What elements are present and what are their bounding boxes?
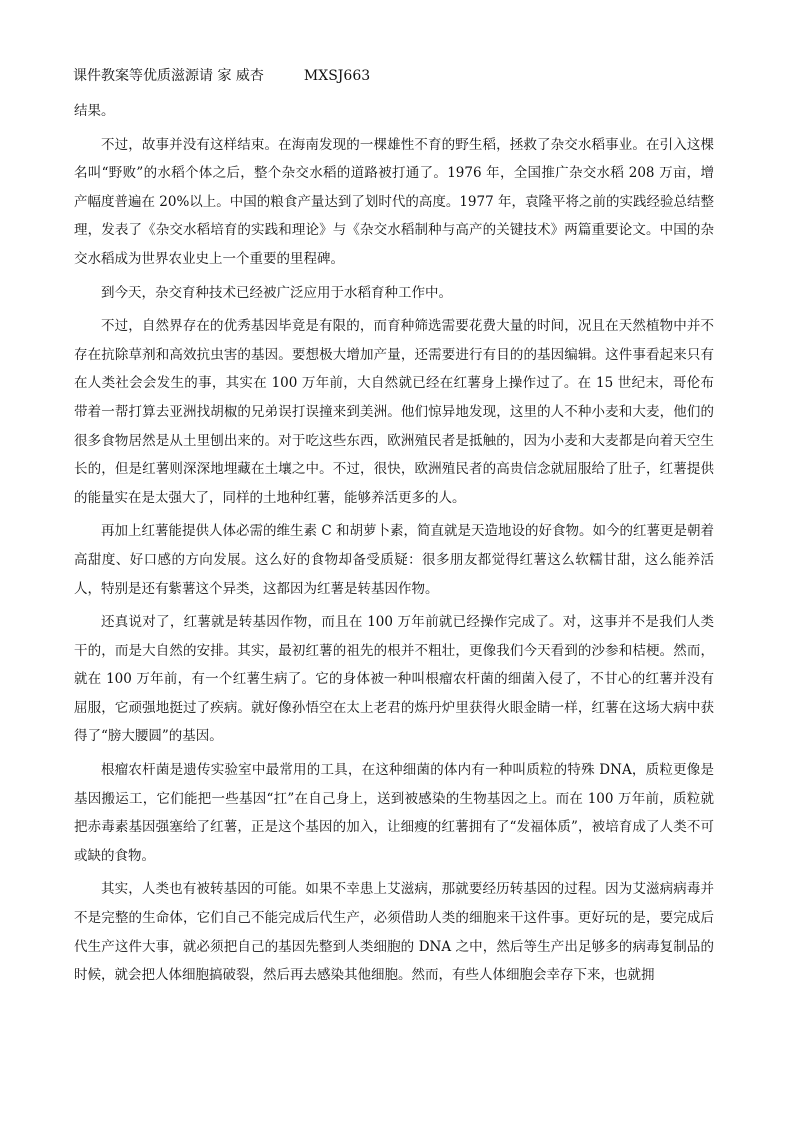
paragraph: 其实，人类也有被转基因的可能。如果不幸患上艾滋病，那就要经历转基因的过程。因为艾滋病病毒并不是完整的生命体，它们自己不能完成后代生产，必须借助人类的细胞来干这件事。更好玩的是，要完成后代生产这件大事，就必须把自己的基因先整到人类细胞的 DNA 之中，然后等生产出足够多的病毒复制品的时候，就会把人体细胞搞破裂，然后再去感染其他细胞。然而，有些人体细胞会幸存下来，也就拥: [74, 881, 714, 984]
header-title: 课件教案等优质滋源请 家 威杏: [73, 68, 264, 84]
paragraph: 到今天，杂交育种技术已经被广泛应用于水稻育种工作中。: [101, 284, 452, 301]
paragraph: 根瘤农杆菌是遗传实验室中最常用的工具，在这种细菌的体内有一种叫质粒的特殊 DNA，质粒更像是基因搬运工，它们能把一些基因“扛”在自己身上，送到被感染的生物基因之上。而在 100 万年前，质粒就把赤毒素基因强塞给了红薯，正是这个基因的加入，让细瘦的红薯拥有了“发福体质”，被培育成了人类不可或缺的食物。: [74, 762, 714, 864]
page-header: [73, 66, 370, 86]
paragraph: 不过，故事并没有这样结束。在海南发现的一棵雄性不育的野生稻，拯救了杂交水稻事业。在引入这棵名叫“野败”的水稻个体之后，整个杂交水稻的道路被打通了。1976 年，全国推广杂交水稻 208 万亩，增产幅度普遍在 20%以上。中国的粮食产量达到了划时代的高度。1977 年，袁隆平将之前的实践经验总结整理，发表了《杂交水稻培育的实践和理论》与《杂交水稻制种与高产的关键技术》两篇重要论文。中国的杂交水稻成为世界农业史上一个重要的里程碑。: [74, 136, 714, 267]
header-code: MXSJ663: [303, 68, 371, 84]
paragraph: 不过，自然界存在的优秀基因毕竟是有限的，而育种筛选需要花费大量的时间，况且在天然植物中并不存在抗除草剂和高效抗虫害的基因。要想极大增加产量，还需要进行有目的的基因编辑。这件事看起来只有在人类社会会发生的事，其实在 100 万年前，大自然就已经在红薯身上操作过了。在 15 世纪末，哥伦布带着一帮打算去亚洲找胡椒的兄弟误打误撞来到美洲。他们惊异地发现，这里的人不种小麦和大麦，他们的很多食物居然是从土里刨出来的。对于吃这些东西，欧洲殖民者是抵触的，因为小麦和大麦都是向着天空生长的，但是红薯则深深地埋藏在土壤之中。不过，很快，欧洲殖民者的高贵信念就屈服给了肚子，红薯提供的能量实在是太强大了，同样的土地种红薯，能够养活更多的人。: [74, 318, 714, 506]
paragraph: 再加上红薯能提供人体必需的维生素 C 和胡萝卜素，简直就是天造地设的好食物。如今的红薯更是朝着高甜度、好口感的方向发展。这么好的食物却备受质疑：很多朋友都觉得红薯这么软糯甘甜，这么能养活人，特别是还有紫薯这个异类，这都因为红薯是转基因作物。: [74, 523, 714, 597]
article-body: [74, 97, 714, 995]
paragraph: 结果。: [74, 103, 115, 119]
paragraph: 还真说对了，红薯就是转基因作物，而且在 100 万年前就已经操作完成了。对，这事并不是我们人类干的，而是大自然的安排。其实，最初红薯的祖先的根并不粗壮，更像我们今天看到的沙参和桔梗。然而，就在 100 万年前，有一个红薯生病了。它的身体被一种叫根瘤农杆菌的细菌入侵了，不甘心的红薯并没有屈服，它顽强地挺过了疾病。就好像孙悟空在太上老君的炼丹炉里获得火眼金睛一样，红薯在这场大病中获得了“膀大腰圆”的基因。: [74, 614, 714, 745]
